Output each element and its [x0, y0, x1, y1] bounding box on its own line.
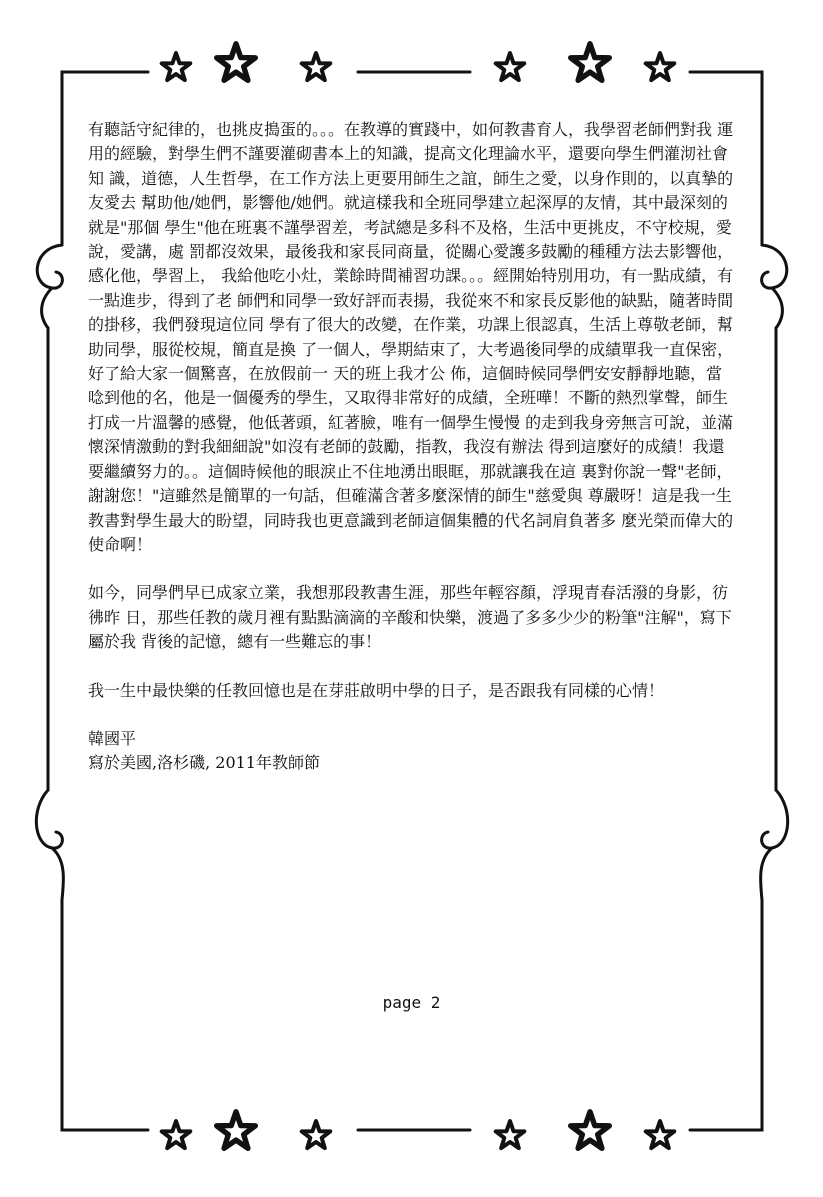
star-icon [496, 53, 525, 80]
star-icon [571, 1112, 610, 1149]
paragraph-closing: 我一生中最快樂的任教回憶也是在芽莊啟明中學的日子，是否跟我有同樣的心情！ [88, 680, 665, 700]
paragraph-recollection: 有聽話守紀律的，也挑皮搗蛋的。。。在教導的實踐中，如何教書育人，我學習老師們對我 運用的經驗，對學生們不謹要灌砌書本上的知識，提高文化理論水平，還要向學生們灌沏社會知 識，道德，人生哲學，在工作方法上更要用師生之誼，師生之愛，以身作則的，以真摯的友愛去 幫助他/她們，影響他/她們。就這樣我和全班同學建立起深厚的友情，其中最深刻的就是"那個 學生"他在班裏不謹學習差，考試總是多科不及格，生活中更挑皮，不守校規，愛說，愛講，處 罰都沒效果，最後我和家長同商量，從關心愛護多鼓勵的種種方法去影響他，感化他，學習上， 我給他吃小灶，業餘時間補習功課。。。經開始特別用功，有一點成績，有一點進步，得到了老 師們和同學一致好評而表揚，我從來不和家長反影他的缺點，隨著時間的掛移，我們發現這位同 學有了很大的改變，在作業，功課上很認真，生活上尊敬老師，幫助同學，服從校規，簡直是換 了一個人，學期結束了，大考過後同學的成績單我一直保密，好了給大家一個驚喜，在放假前一 天的班上我才公 佈，這個時候同學們安安靜靜地聽，當唸到他的名，他是一個優秀的學生，又取得非常好的成績，全班嘩！不斷的熱烈掌聲，師生打成一片溫馨的感覺，他低著頭，紅著臉，唯有一個學生慢慢 的走到我身旁無言可說，並滿懷深情激動的對我細細說"如沒有老師的鼓勵，指教，我沒有辦法 得到這麼好的成績！我還要繼續努力的。。這個時候他的眼淚止不住地湧出眼眶，那就讓我在這 裏對你說一聲"老師，謝謝您！"這雖然是簡單的一句話，但確滿含著多麼深情的師生"慈愛與 尊嚴呀！這是我一生教書對學生最大的盼望，同時我也更意識到老師這個集體的代名詞肩負著多 麼光榮而偉大的使命啊！ [88, 120, 734, 554]
paragraph-reflection: 如今，同學們早已成家立業，我想那段教書生涯，那些年輕容顏，浮現青春活潑的身影，彷彿昨 日，那些任教的歲月裡有點點滴滴的辛酸和快樂，渡過了多多少少的粉筆"注解"，寫下屬於我 背後的記憶，總有一些難忘的事！ [88, 583, 732, 652]
star-icon [646, 1121, 675, 1148]
star-icon [217, 1112, 256, 1149]
star-icon [302, 1121, 331, 1148]
star-icon [162, 1121, 191, 1148]
star-icon [162, 53, 191, 80]
letter-body [88, 118, 738, 776]
page-number: page 2 [382, 993, 441, 1012]
right-border [761, 100, 788, 1102]
star-icon [571, 44, 610, 81]
star-icon [496, 1121, 525, 1148]
signature-place-date: 寫於美國,洛杉磯, 2011年教師節 [88, 753, 320, 773]
star-icon [646, 53, 675, 80]
left-border [36, 100, 63, 1102]
star-icon [302, 53, 331, 80]
signature-name: 韓國平 [88, 728, 137, 748]
star-icon [217, 44, 256, 81]
